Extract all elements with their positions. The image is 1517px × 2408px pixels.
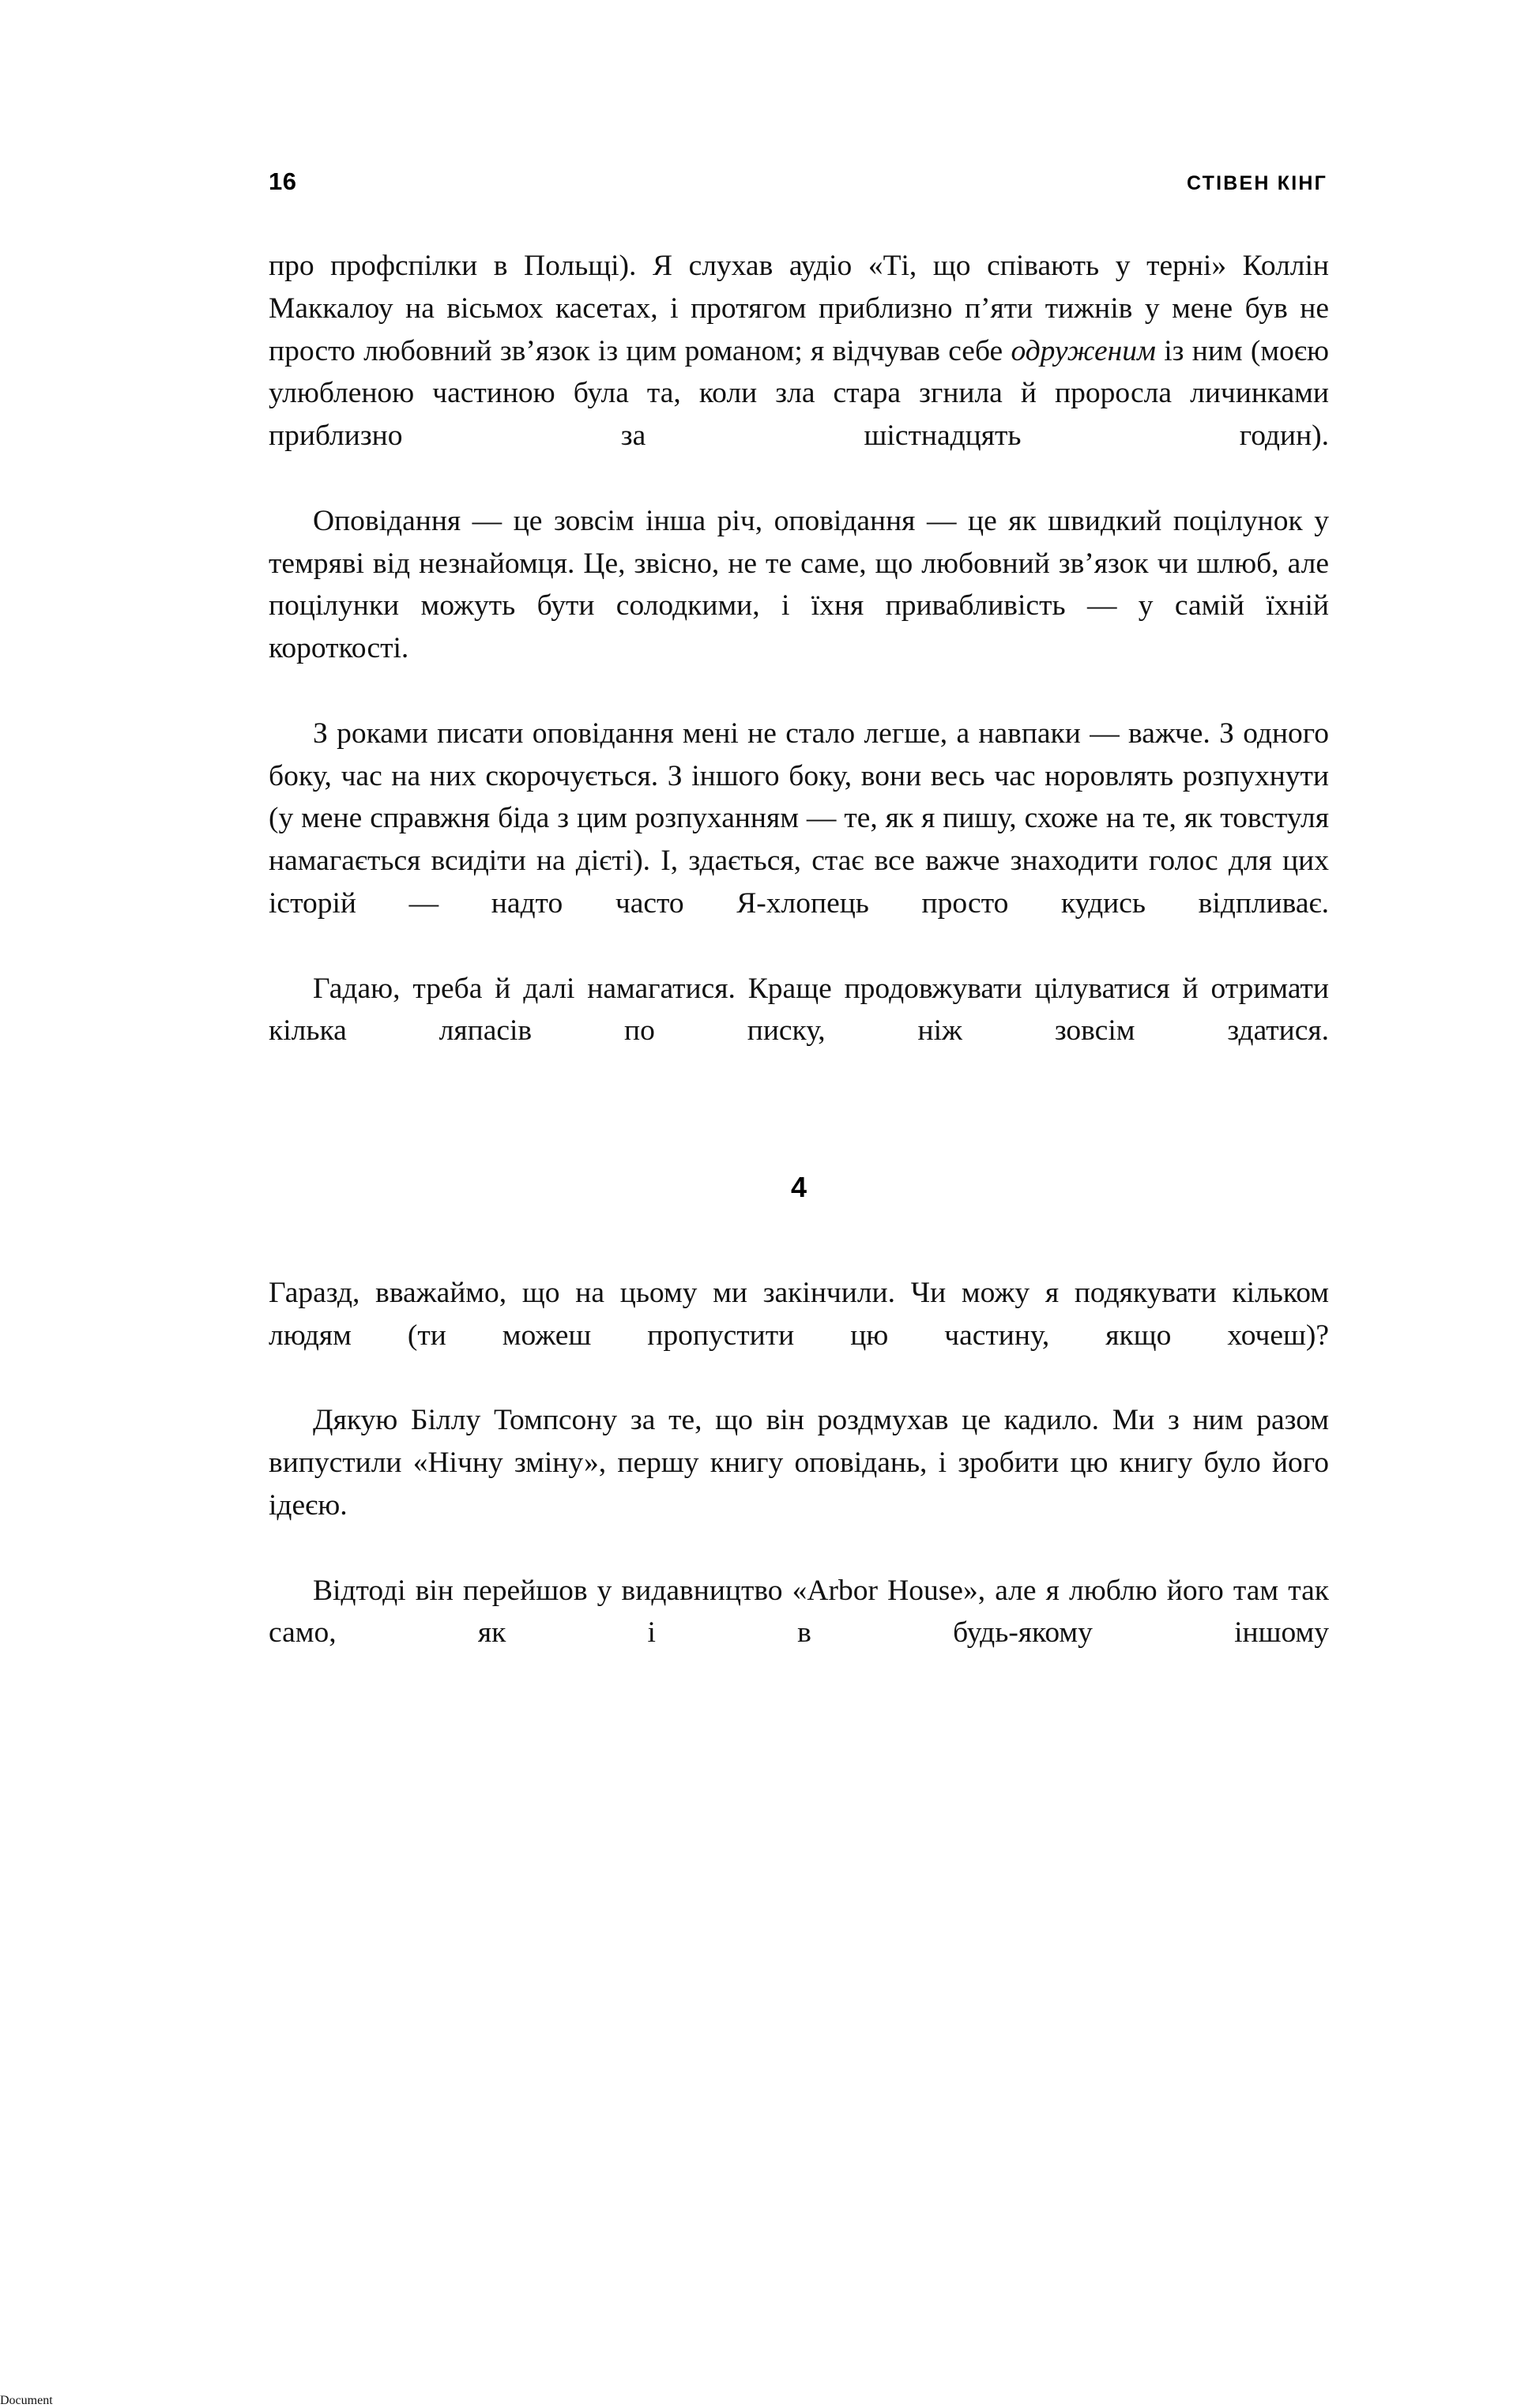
- emphasis-text: одруженим: [1011, 334, 1156, 367]
- body-paragraph: Відтоді він перейшов у видавництво «Arbor House», але я люблю його там так само, як і в будь-якому іншому: [269, 1574, 1329, 1650]
- running-title-author: СТІВЕН КІНГ: [1186, 172, 1327, 194]
- body-paragraph: Оповідання — це зовсім інша річ, оповідання — це як швидкий поцілунок у темряві від незнайомця. Це, звісно, не те саме, що любовний зв’язок чи шлюб, але поцілунки можуть бути солодкими, і їхня привабливість — у самій їхній короткості.: [269, 504, 1329, 665]
- spacer-above-section-break: [269, 1095, 1329, 1171]
- body-paragraph: З роками писати оповідання мені не стало легше, а навпаки — важче. З одного боку, час на них скорочується. З іншого боку, вони весь час норовлять розпухнути (у мене справжня біда з цим розпуханням — те, як я пишу, схоже на те, як товстуля намагається всидіти на дієті). І, здається, стає все важче знаходити голос для цих історій — надто часто Я-хлопець просто кудись відпливає.: [269, 717, 1329, 920]
- section-break-number: 4: [790, 1170, 807, 1203]
- running-head: [269, 167, 1327, 199]
- page-number: 16: [269, 167, 297, 195]
- paragraphs-before-section-break: [269, 245, 1329, 1095]
- spacer-below-section-break: [269, 1204, 1329, 1272]
- body-text-block: [269, 245, 1329, 1697]
- body-paragraph: Дякую Біллу Томпсону за те, що він роздмухав це кадило. Ми з ним разом випустили «Нічну зміну», першу книгу оповідань, і зробити цю книгу було його ідеєю.: [269, 1404, 1329, 1522]
- body-paragraph: Гаразд, вважаймо, що на цьому ми закінчили. Чи можу я подякувати кільком людям (ти можеш пропустити цю частину, якщо хочеш)?: [269, 1276, 1329, 1352]
- paragraphs-after-section-break: [269, 1272, 1329, 1697]
- body-paragraph: Гадаю, треба й далі намагатися. Краще продовжувати цілуватися й отримати кілька ляпасів по писку, ніж зовсім здатися.: [269, 972, 1329, 1048]
- body-paragraph: про профспілки в Польщі). Я слухав аудіо «Ті, що співають у терні» Коллін Маккалоу на вісьмох касетах, і протягом приблизно п’яти тижнів у мене був не просто любовний зв’язок із цим романом; я відчував себе одруженим із ним (моєю улюбленою частиною була та, коли зла стара згнила й проросла личинками приблизно за шістнадцять годин).: [269, 250, 1329, 453]
